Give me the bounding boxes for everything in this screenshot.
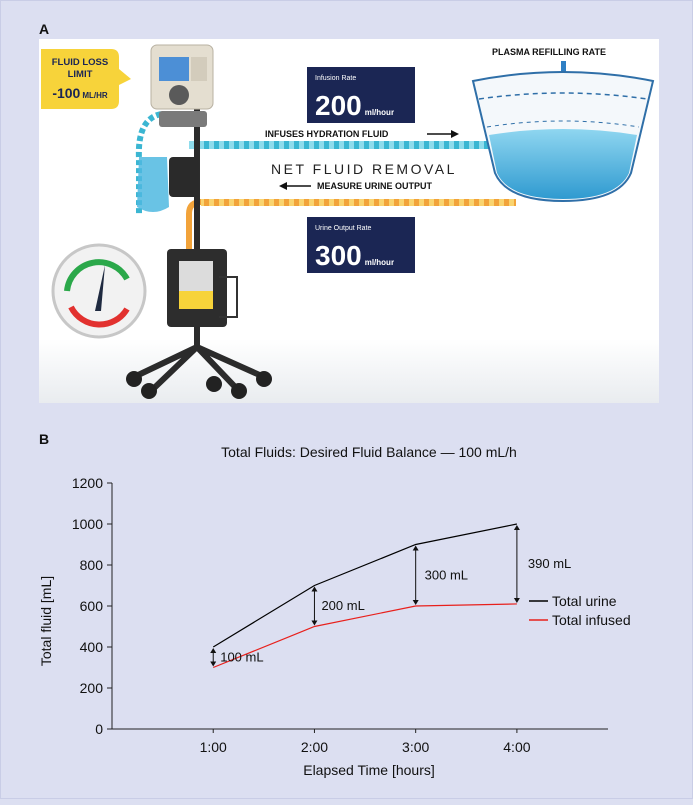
annotation-arrowhead-bottom: [514, 598, 520, 603]
panel-a-illustration: [39, 39, 659, 403]
infusion-tube: [189, 141, 491, 149]
infusion-rate-label: Infusion Rate: [315, 75, 357, 82]
panel-b-chart: [1, 431, 693, 800]
x-tick-label: 1:00: [199, 739, 227, 755]
y-tick-label: 0: [95, 721, 103, 737]
wheel: [141, 383, 157, 399]
x-tick-label: 2:00: [300, 739, 329, 755]
plasma-label: PLASMA REFILLING RATE: [492, 47, 606, 57]
annotation-label: 100 mL: [220, 649, 264, 665]
net-removal-label: NET FLUID REMOVAL: [271, 161, 457, 177]
wheel: [256, 371, 272, 387]
y-tick-label: 1000: [71, 516, 103, 532]
chart-legend: [529, 593, 631, 628]
wheel: [126, 371, 142, 387]
pump-clamp: [159, 111, 207, 127]
legend-label-0: Total urine: [552, 593, 617, 609]
measure-label: MEASURE URINE OUTPUT: [317, 181, 433, 191]
legend-label-1: Total infused: [552, 612, 631, 628]
chart-title: Total Fluids: Desired Fluid Balance — 100 mL/h: [221, 444, 517, 460]
floor-shadow: [39, 339, 659, 403]
chart-series: [213, 524, 517, 668]
annotation-label: 200 mL: [321, 598, 365, 613]
pump-buttons: [191, 57, 207, 81]
annotation-arrowhead-top: [413, 546, 419, 551]
y-tick-label: 400: [79, 639, 103, 655]
device-illustration: [39, 39, 659, 403]
measure-arrowhead: [279, 182, 287, 190]
urine-tube: [201, 199, 516, 206]
annotation-arrowhead-bottom: [413, 600, 419, 605]
annotation-arrowhead-bottom: [311, 621, 317, 626]
wheel: [231, 383, 247, 399]
annotation-arrowhead-top: [514, 525, 520, 530]
series-line-0: [213, 524, 517, 647]
y-tick-label: 1200: [71, 475, 103, 491]
fluid-balance-chart: [1, 431, 693, 800]
panel-b-letter: B: [39, 431, 50, 447]
weight-sensor: [169, 157, 199, 197]
infusion-rate-value: 200 ml/hour: [315, 90, 395, 121]
x-axis-label: Elapsed Time [hours]: [303, 762, 435, 778]
iv-bag: [137, 157, 169, 212]
chart-ticks: [72, 475, 531, 755]
annotation-label: 300 mL: [424, 567, 469, 583]
y-tick-label: 800: [79, 557, 103, 573]
y-tick-label: 600: [79, 598, 103, 614]
annotation-label: 390 mL: [527, 555, 572, 571]
wheel: [206, 376, 222, 392]
urine-rate-label: Urine Output Rate: [315, 225, 372, 232]
panel-a-letter: A: [39, 21, 50, 37]
pump-rotor: [169, 85, 189, 105]
x-tick-label: 3:00: [402, 739, 430, 755]
y-tick-label: 200: [79, 680, 103, 696]
infuses-arrowhead: [451, 130, 459, 138]
y-axis-label: Total fluid [mL]: [38, 575, 54, 667]
annotation-arrowhead-top: [210, 648, 216, 653]
annotation-arrowhead-bottom: [210, 662, 216, 667]
fluid-loss-label: FLUID LOSS LIMIT: [51, 57, 109, 80]
x-tick-label: 4:00: [503, 739, 531, 755]
urine-level: [179, 291, 213, 309]
urine-rate-value: 300 ml/hour: [315, 240, 395, 271]
fluid-loss-value: -100 ML/HR: [52, 85, 108, 101]
chart-annotations: [210, 525, 571, 667]
pump-screen: [159, 57, 189, 81]
infuses-label: INFUSES HYDRATION FLUID: [265, 129, 389, 139]
